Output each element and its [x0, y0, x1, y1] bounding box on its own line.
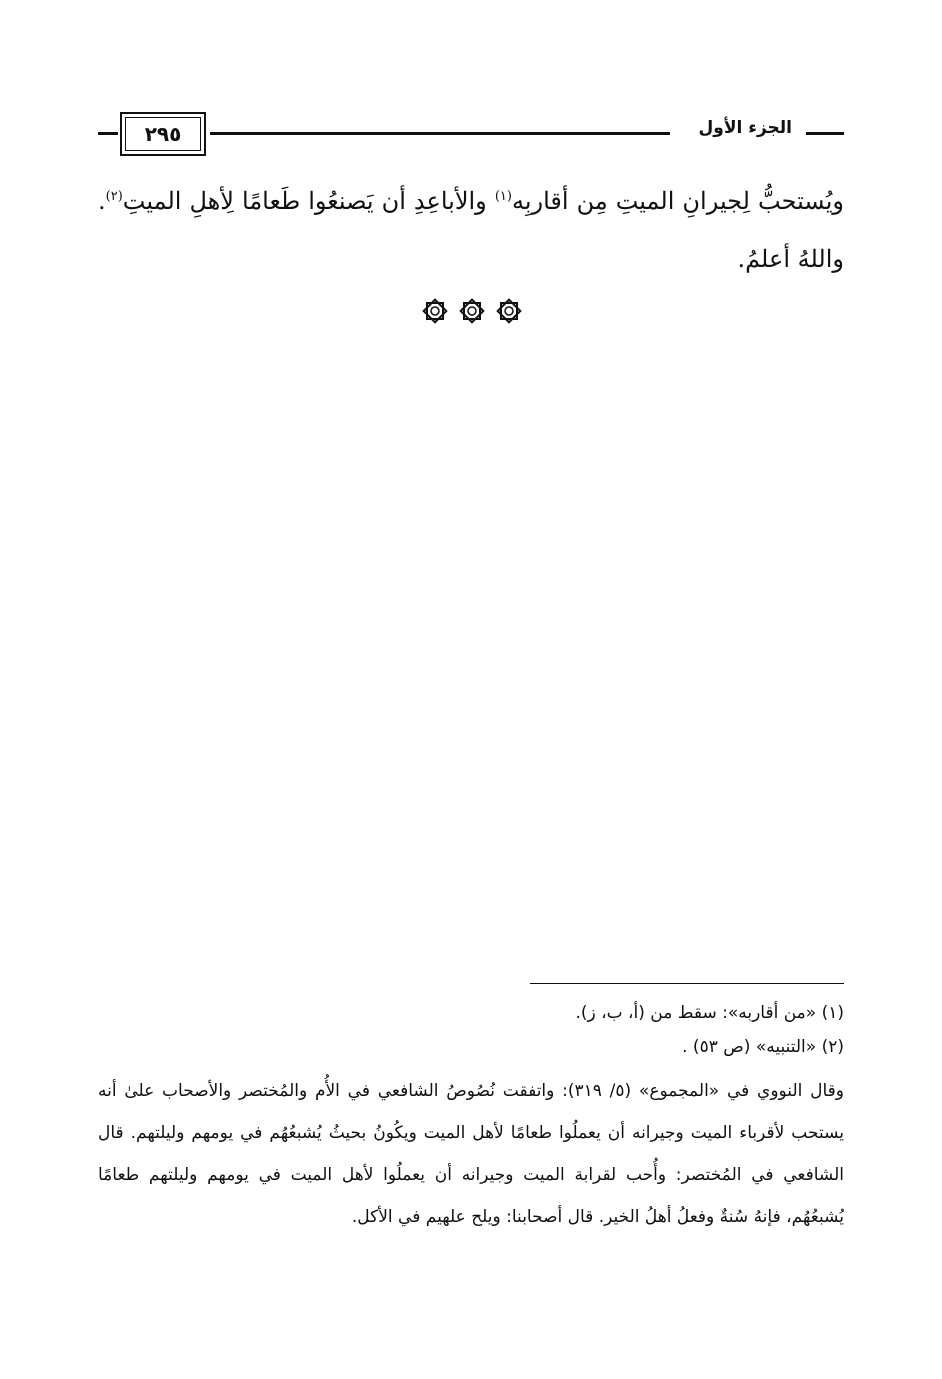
footnote-separator — [530, 983, 844, 984]
eight-point-star-icon — [457, 296, 487, 326]
footnote-2: (٢) «التنبيه» (ص ٥٣) . — [682, 1037, 844, 1057]
section-divider-ornaments — [420, 295, 524, 327]
part-title: الجزء الأول — [698, 118, 792, 138]
main-text-part2: والأباعِدِ أن يَصنعُوا طَعامًا لِأهلِ الميتِ — [122, 187, 495, 215]
header-rule-left — [98, 132, 118, 135]
header-rule-right — [806, 132, 844, 135]
page-number: ٢٩٥ — [125, 117, 201, 151]
footnote-ref-2[interactable]: (٢) — [105, 189, 123, 204]
header-rule-middle — [210, 132, 670, 135]
page-header — [98, 108, 844, 162]
footnote-ref-1[interactable]: (١) — [494, 189, 512, 204]
main-text-part3: . واللهُ أعلمُ. — [98, 187, 844, 273]
footnotes — [98, 996, 844, 1238]
footnote-1: (١) «من أقاربه»: سقط من (أ، ب، ز). — [575, 1003, 844, 1023]
main-text-part1: ويُستحبُّ لِجيرانِ الميتِ مِن أقاربِه — [511, 187, 844, 215]
eight-point-star-icon — [494, 296, 524, 326]
footnote-commentary: وقال النووي في «المجموع» (٥/ ٣١٩): واتفقت نُصُوصُ الشافعي في الأُم والمُختصر والأصحاب علىٰ أنه يستحب لأقرباء الميت وجيرانه أن يعملُوا طعامًا لأهل الميت ويكُونُ بحيثُ يُشبعُهُم في يومهم وليلتهم. قال الشافعي في المُختصر: وأُحب لقرابة الميت وجيرانه أن يعملُوا لأهل الميت في يومهم وليلتهم طعامًا يُشبعُهُم، فإنهُ سُنةٌ وفعلُ أهلُ الخير. قال أصحابنا: ويلح علهيم في الأكل. — [98, 1081, 844, 1227]
main-text — [98, 172, 844, 288]
eight-point-star-icon — [420, 296, 450, 326]
page-number-box — [120, 112, 206, 156]
